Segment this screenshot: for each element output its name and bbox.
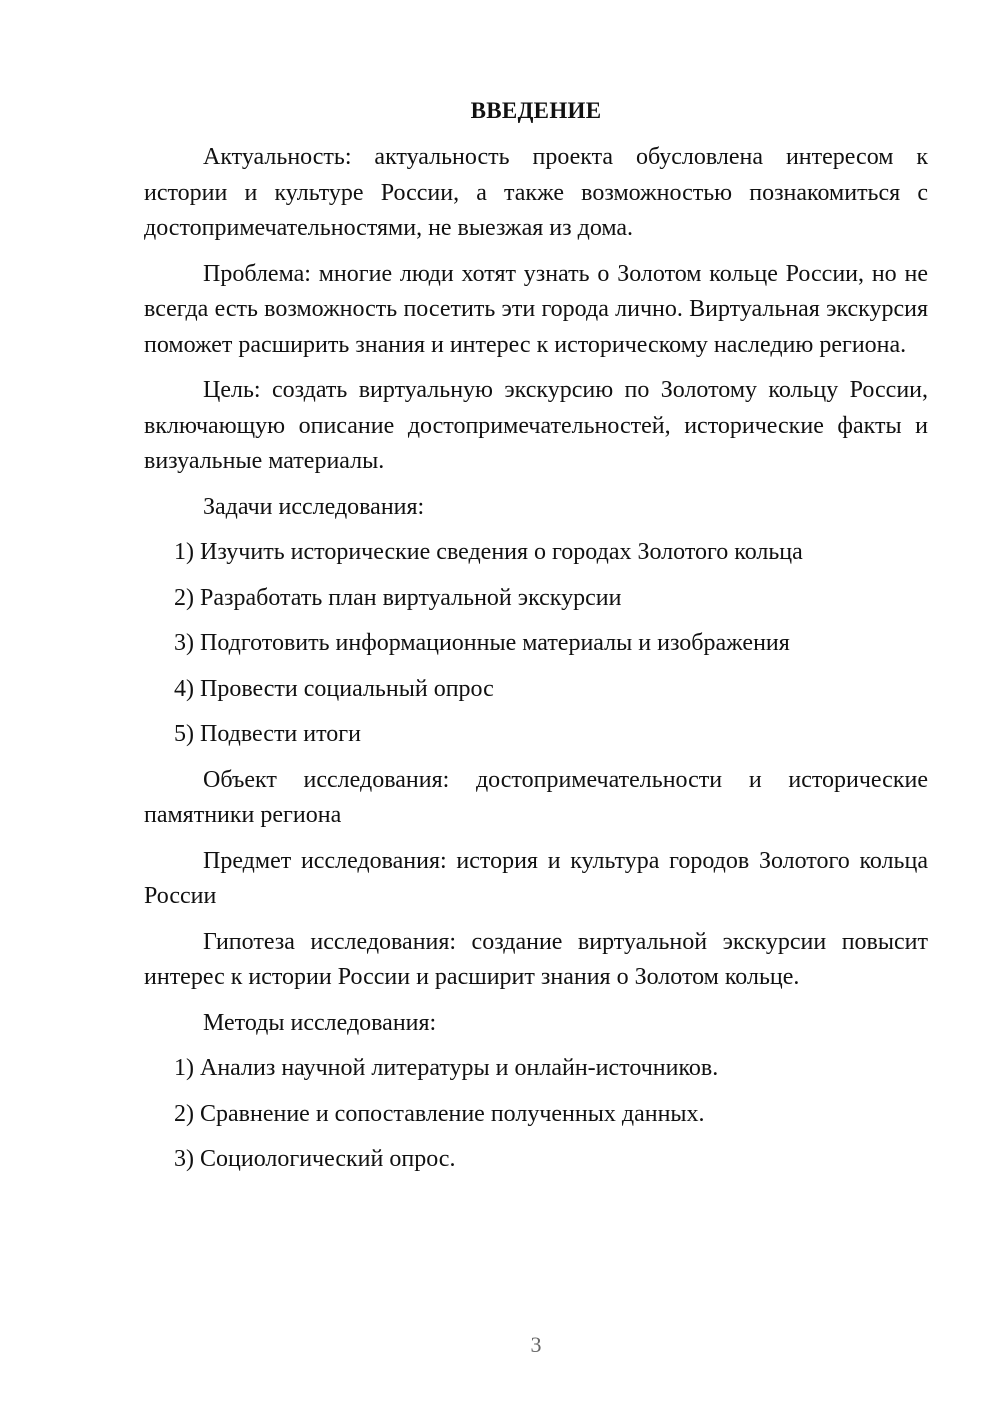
page-content bbox=[144, 94, 928, 1188]
task-item: 4) Провести социальный опрос bbox=[174, 675, 494, 702]
method-item: 2) Сравнение и сопоставление полученных данных. bbox=[174, 1100, 705, 1127]
methods-list bbox=[144, 1051, 928, 1178]
tasks-title: Задачи исследования: bbox=[203, 493, 425, 520]
task-item: 1) Изучить исторические сведения о городах Золотого кольца bbox=[174, 539, 803, 565]
problem-paragraph: Проблема: многие люди хотят узнать о Золотом кольце России, но не всегда есть возможность посетить эти города лично. Виртуальная экскурсия поможет расширить знания и интерес к историческому наследию региона. bbox=[144, 260, 928, 358]
method-item: 1) Анализ научной литературы и онлайн-источников. bbox=[174, 1055, 719, 1081]
hypothesis-paragraph: Гипотеза исследования: создание виртуальной экскурсии повысит интерес к истории России и расширит знания о Золотом кольце. bbox=[144, 928, 928, 990]
subject-paragraph: Предмет исследования: история и культура городов Золотого кольца России bbox=[144, 847, 928, 909]
page-number: 3 bbox=[530, 1332, 542, 1357]
task-item: 5) Подвести итоги bbox=[174, 721, 361, 747]
methods-title: Методы исследования: bbox=[203, 1009, 437, 1036]
method-item: 3) Социологический опрос. bbox=[174, 1146, 456, 1172]
section-heading: ВВЕДЕНИЕ bbox=[470, 98, 602, 123]
tasks-list bbox=[144, 535, 928, 753]
task-item: 2) Разработать план виртуальной экскурсии bbox=[174, 584, 622, 611]
goal-paragraph: Цель: создать виртуальную экскурсию по Золотому кольцу России, включающую описание достопримечательностей, исторические факты и визуальные материалы. bbox=[144, 377, 928, 474]
task-item: 3) Подготовить информационные материалы и изображения bbox=[174, 630, 790, 656]
object-paragraph: Объект исследования: достопримечательности и исторические памятники региона bbox=[144, 766, 928, 828]
relevance-paragraph: Актуальность: актуальность проекта обусловлена интересом к истории и культуре России, а также возможностью познакомиться с достопримечательностями, не выезжая из дома. bbox=[144, 144, 928, 241]
